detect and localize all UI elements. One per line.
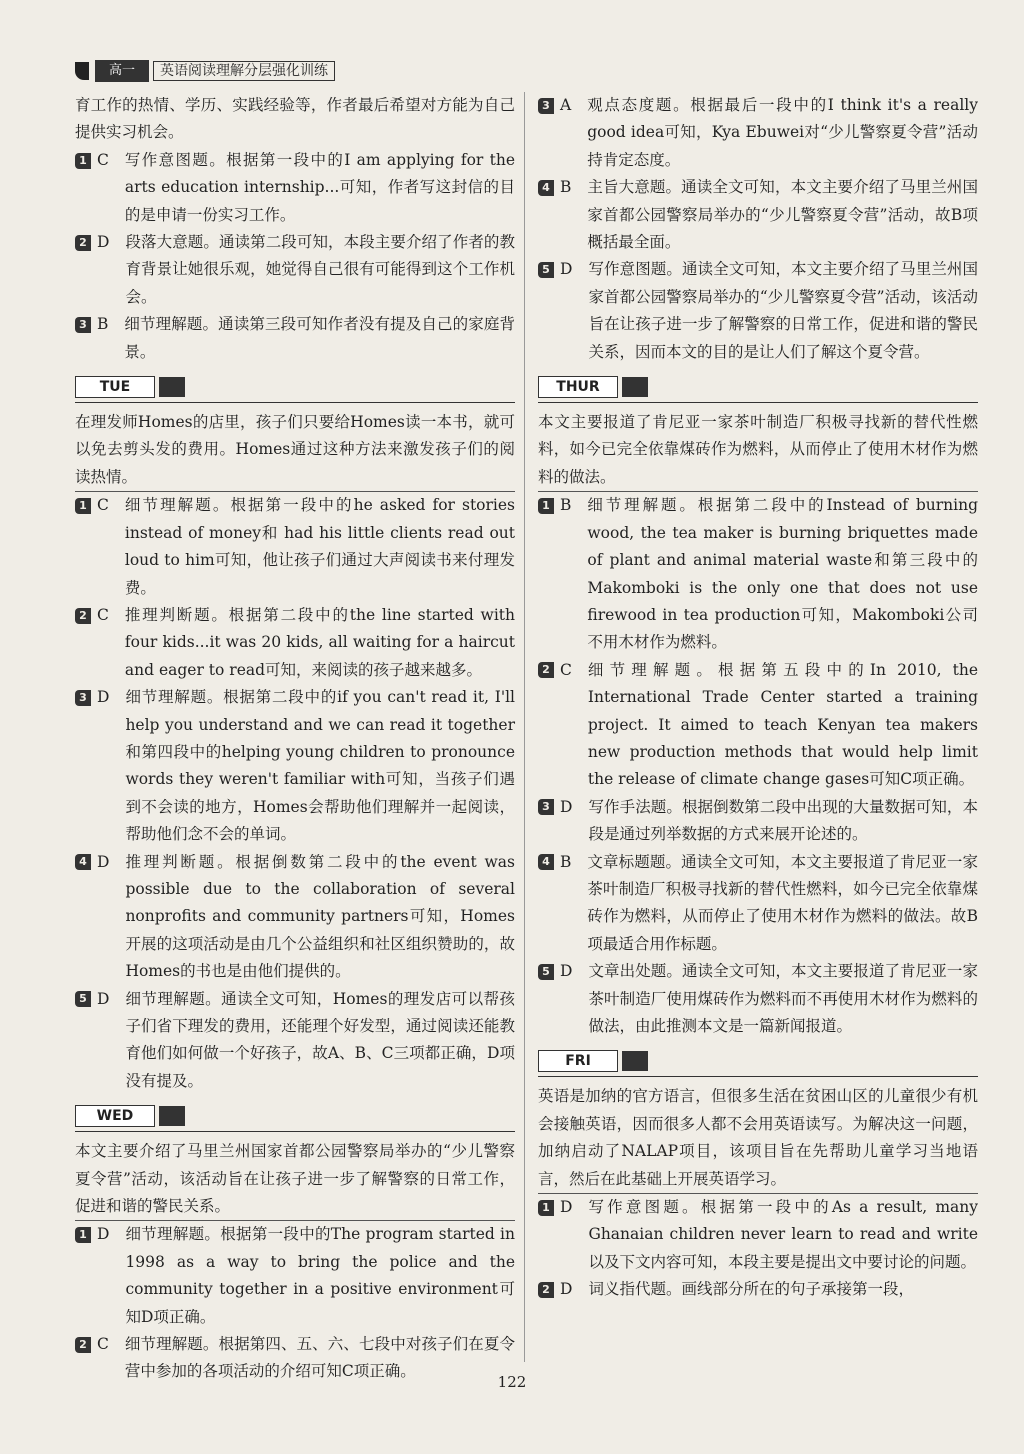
- page-number: 122: [497, 1373, 527, 1391]
- left-column: [75, 92, 515, 1386]
- day-label: THUR: [538, 376, 618, 398]
- answer-item: 2 C 推理判断题。根据第二段中的the line started with four kids...it was 20 kids, all waiting for a haircut and eager to read可知，来阅读的孩子越来越多。: [75, 602, 515, 684]
- grade-label: 高一: [95, 60, 149, 82]
- day-label: WED: [75, 1105, 155, 1127]
- answer-list-wed-cont: [538, 92, 978, 366]
- answer-list-fri: [538, 1194, 978, 1304]
- right-column: [538, 92, 978, 1304]
- answer-list-tue: [75, 492, 515, 1095]
- answer-item: 1 D 写作意图题。根据第一段中的As a result, many Ghanaian children never learn to read and write以及下文内容可知，本段主要是提出文中要讨论的问题。: [538, 1194, 978, 1276]
- answer-item: 5 D 文章出处题。通读全文可知，本文主要报道了肯尼亚一家茶叶制造厂使用煤砖作为燃料而不再使用木材作为燃料的做法，由此推测本文是一篇新闻报道。: [538, 958, 978, 1040]
- page-header: [75, 60, 335, 82]
- answer-list-wed: [75, 1221, 515, 1385]
- answer-item: 5 D 细节理解题。通读全文可知，Homes的理发店可以帮孩子们省下理发的费用，还能理个好发型，通过阅读还能教育他们如何做一个好孩子，故A、B、C三项都正确，D项没有提及。: [75, 986, 515, 1096]
- answer-item: 1 D 细节理解题。根据第一段中的The program started in 1998 as a way to bring the police and the community together in a positive environment可知D项正确。: [75, 1221, 515, 1331]
- answer-item: 4 B 文章标题题。通读全文可知，本文主要报道了肯尼亚一家茶叶制造厂积极寻找新的替代性燃料，如今已完全依靠煤砖作为燃料，从而停止了使用木材作为燃料的做法。故B项最适合用作标题。: [538, 849, 978, 959]
- answer-item: 2 C 细节理解题。根据第五段中的In 2010, the International Trade Center started a training project. It aimed to teach Kenyan tea makers new production methods that would help limit the release of climate change gases可知C项正确。: [538, 657, 978, 794]
- section-summary: 在理发师Homes的店里，孩子们只要给Homes读一本书，就可以免去剪头发的费用。Homes通过这种方法来激发孩子们的阅读热情。: [75, 409, 515, 492]
- section-summary: 本文主要介绍了马里兰州国家首都公园警察局举办的“少儿警察夏令营”活动，该活动旨在让孩子进一步了解警察的日常工作，促进和谐的警民关系。: [75, 1138, 515, 1221]
- answer-item: 5 D 写作意图题。通读全文可知，本文主要介绍了马里兰州国家首都公园警察局举办的“少儿警察夏令营”活动，该活动旨在让孩子进一步了解警察的日常工作，促进和谐的警民关系，因而本文的目的是让人们了解这个夏令营。: [538, 256, 978, 366]
- section-summary: 英语是加纳的官方语言，但很多生活在贫困山区的儿童很少有机会接触英语，因而很多人都不会用英语读写。为解决这一问题，加纳启动了NALAP项目，该项目旨在先帮助儿童学习当地语言，然后在此基础上开展英语学习。: [538, 1083, 978, 1194]
- answer-item: 1 B 细节理解题。根据第二段中的Instead of burning wood, the tea maker is burning briquettes made of plant and animal material waste和第三段中的Makomboki is the only one that does not use firewood in tea production可知，Makomboki公司不用木材作为燃料。: [538, 492, 978, 656]
- answer-item: 1 C 细节理解题。根据第一段中的he asked for stories instead of money和 had his little clients read out loud to him可知，他让孩子们通过大声阅读书来付理发费。: [75, 492, 515, 602]
- answer-list-thur: [538, 492, 978, 1040]
- answer-list-mon: [75, 147, 515, 366]
- answer-item: 1 C 写作意图题。根据第一段中的I am applying for the arts education internship...可知，作者写这封信的目的是申请一份实习工作。: [75, 147, 515, 229]
- answer-item: 4 B 主旨大意题。通读全文可知，本文主要介绍了马里兰州国家首都公园警察局举办的“少儿警察夏令营”活动，故B项概括最全面。: [538, 174, 978, 256]
- answer-item: 2 D 词义指代题。画线部分所在的句子承接第一段，: [538, 1276, 978, 1303]
- answer-item: 3 B 细节理解题。通读第三段可知作者没有提及自己的家庭背景。: [75, 311, 515, 366]
- section-header-fri: [538, 1050, 978, 1077]
- book-title: 英语阅读理解分层强化训练: [153, 61, 335, 81]
- answer-item: 2 C 细节理解题。根据第四、五、六、七段中对孩子们在夏令营中参加的各项活动的介绍可知C项正确。: [75, 1331, 515, 1386]
- answer-item: 3 D 写作手法题。根据倒数第二段中出现的大量数据可知，本段是通过列举数据的方式来展开论述的。: [538, 794, 978, 849]
- answer-item: 4 D 推理判断题。根据倒数第二段中的the event was possible due to the collaboration of several nonprofits and community partners可知，Homes开展的这项活动是由几个公益组织和社区组织赞助的，故Homes的书也是由他们提供的。: [75, 849, 515, 986]
- section-header-wed: [75, 1105, 515, 1132]
- section-summary: 本文主要报道了肯尼亚一家茶叶制造厂积极寻找新的替代性燃料，如今已完全依靠煤砖作为燃料，从而停止了使用木材作为燃料的做法。: [538, 409, 978, 492]
- column-divider: [524, 92, 525, 1362]
- day-label: TUE: [75, 376, 155, 398]
- section-header-thur: [538, 376, 978, 403]
- answer-item: 3 A 观点态度题。根据最后一段中的I think it's a really good idea可知，Kya Ebuwei对“少儿警察夏令营”活动持肯定态度。: [538, 92, 978, 174]
- day-label: FRI: [538, 1050, 618, 1072]
- answer-item: 3 D 细节理解题。根据第二段中的if you can't read it, I'll help you understand and we can read it together和第四段中的helping young children to pronounce words they weren't familiar with可知，当孩子们遇到不会读的地方，Homes会帮助他们理解并一起阅读，帮助他们念不会的单词。: [75, 684, 515, 848]
- section-header-tue: [75, 376, 515, 403]
- continued-intro: 育工作的热情、学历、实践经验等，作者最后希望对方能为自己提供实习机会。: [75, 96, 515, 142]
- book-mark-icon: [75, 62, 89, 80]
- answer-item: 2 D 段落大意题。通读第二段可知，本段主要介绍了作者的教育背景让她很乐观，她觉得自己很有可能得到这个工作机会。: [75, 229, 515, 311]
